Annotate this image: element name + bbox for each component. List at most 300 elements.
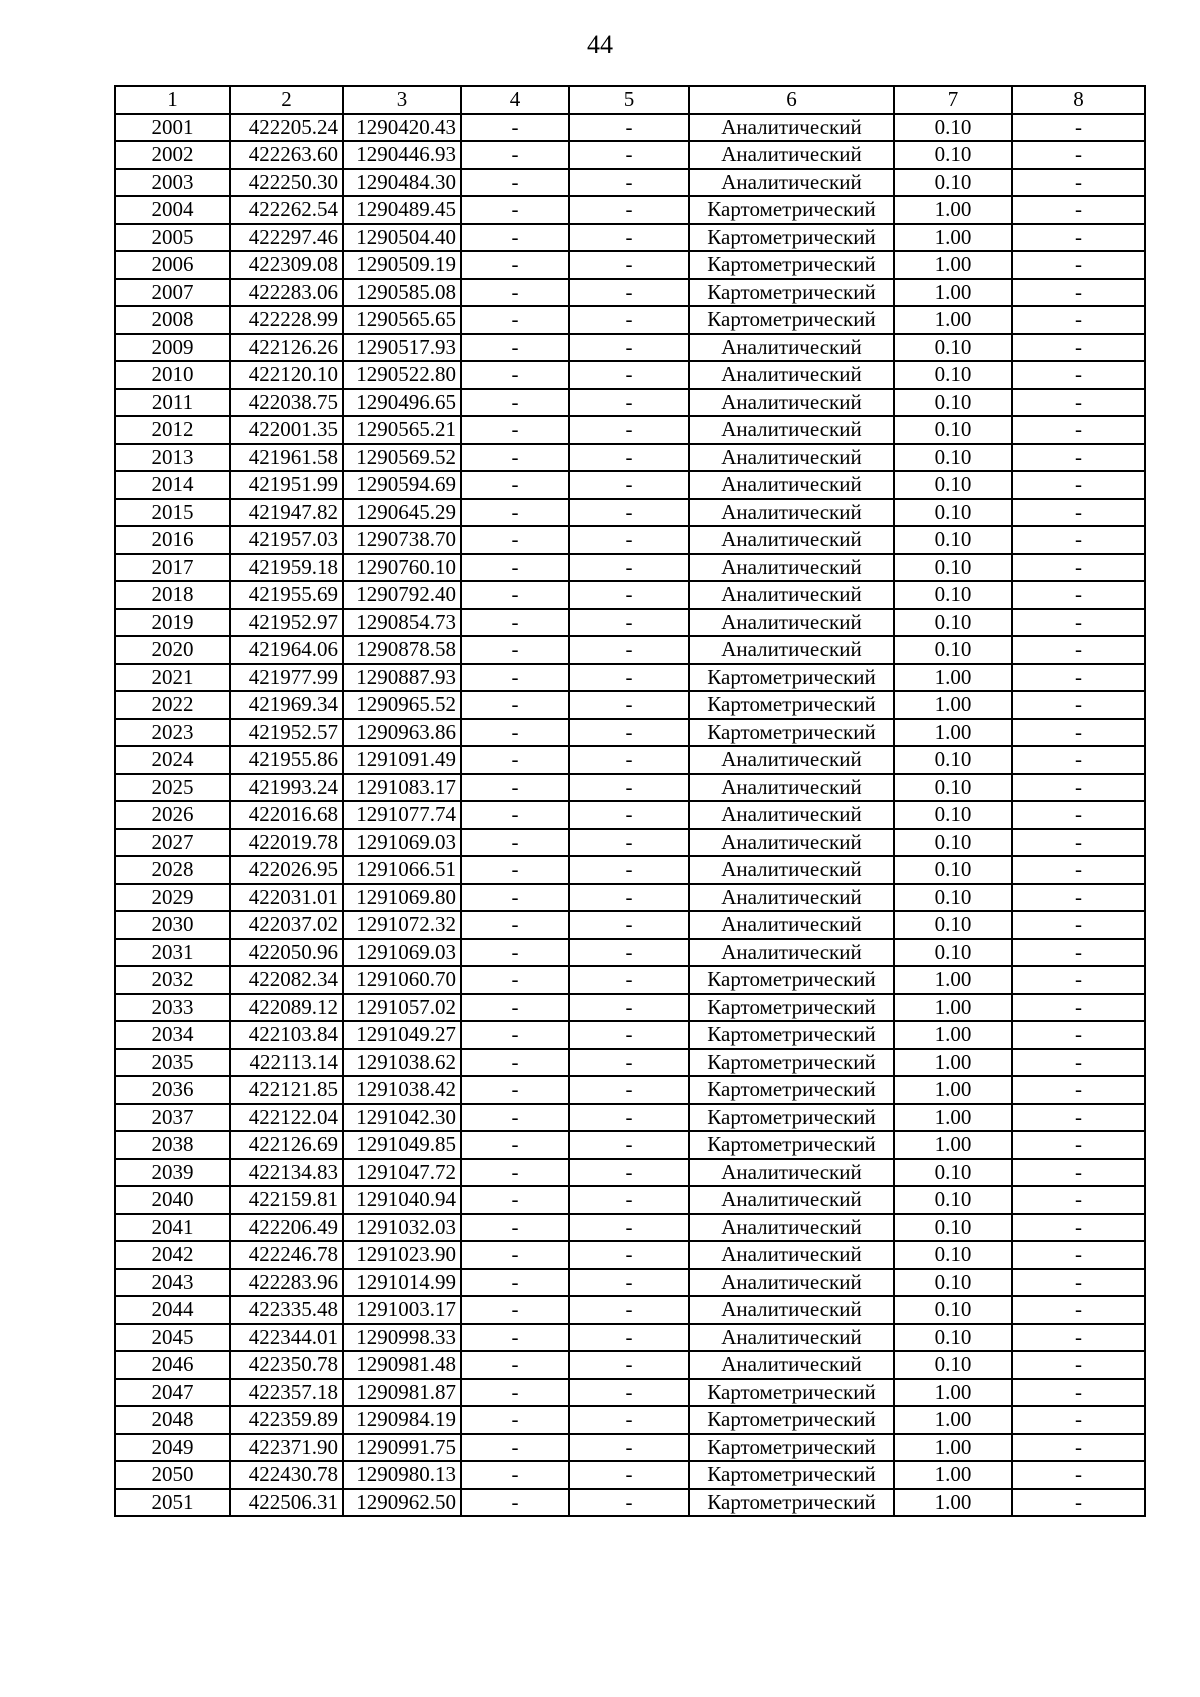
accuracy-cell: 0.10	[894, 581, 1012, 609]
column-5-cell: -	[569, 169, 689, 197]
column-4-cell: -	[461, 279, 569, 307]
y-coordinate-cell: 1291049.27	[343, 1021, 461, 1049]
point-number-cell: 2001	[115, 114, 230, 142]
column-8-cell: -	[1012, 471, 1145, 499]
table-row	[115, 416, 1145, 444]
column-8-cell: -	[1012, 719, 1145, 747]
method-cell: Картометрический	[689, 691, 894, 719]
column-5-cell: -	[569, 719, 689, 747]
column-8-cell: -	[1012, 774, 1145, 802]
table-row	[115, 389, 1145, 417]
column-5-cell: -	[569, 554, 689, 582]
column-8-cell: -	[1012, 526, 1145, 554]
column-4-cell: -	[461, 471, 569, 499]
column-5-cell: -	[569, 1241, 689, 1269]
accuracy-cell: 0.10	[894, 1241, 1012, 1269]
method-cell: Аналитический	[689, 499, 894, 527]
point-number-cell: 2008	[115, 306, 230, 334]
y-coordinate-cell: 1290594.69	[343, 471, 461, 499]
accuracy-cell: 1.00	[894, 1461, 1012, 1489]
table-row	[115, 1131, 1145, 1159]
method-cell: Картометрический	[689, 719, 894, 747]
accuracy-cell: 0.10	[894, 1296, 1012, 1324]
x-coordinate-cell: 421969.34	[230, 691, 343, 719]
point-number-cell: 2010	[115, 361, 230, 389]
point-number-cell: 2028	[115, 856, 230, 884]
accuracy-cell: 1.00	[894, 719, 1012, 747]
point-number-cell: 2021	[115, 664, 230, 692]
accuracy-cell: 0.10	[894, 884, 1012, 912]
point-number-cell: 2034	[115, 1021, 230, 1049]
x-coordinate-cell: 421947.82	[230, 499, 343, 527]
column-5-cell: -	[569, 279, 689, 307]
accuracy-cell: 1.00	[894, 691, 1012, 719]
accuracy-cell: 0.10	[894, 609, 1012, 637]
column-8-cell: -	[1012, 1186, 1145, 1214]
table-row	[115, 114, 1145, 142]
method-cell: Аналитический	[689, 554, 894, 582]
column-5-cell: -	[569, 334, 689, 362]
y-coordinate-cell: 1291069.03	[343, 829, 461, 857]
method-cell: Картометрический	[689, 306, 894, 334]
column-4-cell: -	[461, 1351, 569, 1379]
point-number-cell: 2012	[115, 416, 230, 444]
accuracy-cell: 1.00	[894, 966, 1012, 994]
y-coordinate-cell: 1290980.13	[343, 1461, 461, 1489]
y-coordinate-cell: 1290565.65	[343, 306, 461, 334]
column-4-cell: -	[461, 1214, 569, 1242]
point-number-cell: 2045	[115, 1324, 230, 1352]
method-cell: Картометрический	[689, 1076, 894, 1104]
x-coordinate-cell: 422206.49	[230, 1214, 343, 1242]
y-coordinate-cell: 1291040.94	[343, 1186, 461, 1214]
column-4-cell: -	[461, 911, 569, 939]
column-4-cell: -	[461, 1076, 569, 1104]
accuracy-cell: 0.10	[894, 1351, 1012, 1379]
column-4-cell: -	[461, 1379, 569, 1407]
column-header: 7	[894, 86, 1012, 114]
method-cell: Аналитический	[689, 609, 894, 637]
x-coordinate-cell: 421964.06	[230, 636, 343, 664]
accuracy-cell: 0.10	[894, 1324, 1012, 1352]
column-4-cell: -	[461, 416, 569, 444]
point-number-cell: 2033	[115, 994, 230, 1022]
x-coordinate-cell: 422309.08	[230, 251, 343, 279]
accuracy-cell: 1.00	[894, 1021, 1012, 1049]
table-row	[115, 499, 1145, 527]
column-4-cell: -	[461, 1324, 569, 1352]
method-cell: Аналитический	[689, 1214, 894, 1242]
column-8-cell: -	[1012, 1131, 1145, 1159]
table-row	[115, 1214, 1145, 1242]
accuracy-cell: 0.10	[894, 829, 1012, 857]
y-coordinate-cell: 1291066.51	[343, 856, 461, 884]
column-4-cell: -	[461, 994, 569, 1022]
column-4-cell: -	[461, 554, 569, 582]
column-5-cell: -	[569, 416, 689, 444]
x-coordinate-cell: 422016.68	[230, 801, 343, 829]
column-8-cell: -	[1012, 1241, 1145, 1269]
y-coordinate-cell: 1290585.08	[343, 279, 461, 307]
column-5-cell: -	[569, 1104, 689, 1132]
column-4-cell: -	[461, 306, 569, 334]
column-8-cell: -	[1012, 664, 1145, 692]
method-cell: Картометрический	[689, 1104, 894, 1132]
x-coordinate-cell: 422089.12	[230, 994, 343, 1022]
column-5-cell: -	[569, 196, 689, 224]
accuracy-cell: 0.10	[894, 334, 1012, 362]
column-5-cell: -	[569, 1214, 689, 1242]
accuracy-cell: 0.10	[894, 911, 1012, 939]
accuracy-cell: 1.00	[894, 306, 1012, 334]
method-cell: Аналитический	[689, 361, 894, 389]
accuracy-cell: 1.00	[894, 1406, 1012, 1434]
point-number-cell: 2026	[115, 801, 230, 829]
accuracy-cell: 1.00	[894, 279, 1012, 307]
column-5-cell: -	[569, 251, 689, 279]
x-coordinate-cell: 422001.35	[230, 416, 343, 444]
x-coordinate-cell: 422371.90	[230, 1434, 343, 1462]
x-coordinate-cell: 421952.97	[230, 609, 343, 637]
column-4-cell: -	[461, 719, 569, 747]
column-5-cell: -	[569, 1269, 689, 1297]
x-coordinate-cell: 421955.69	[230, 581, 343, 609]
point-number-cell: 2007	[115, 279, 230, 307]
method-cell: Аналитический	[689, 774, 894, 802]
point-number-cell: 2020	[115, 636, 230, 664]
x-coordinate-cell: 422205.24	[230, 114, 343, 142]
x-coordinate-cell: 422026.95	[230, 856, 343, 884]
x-coordinate-cell: 421951.99	[230, 471, 343, 499]
table-row	[115, 884, 1145, 912]
method-cell: Картометрический	[689, 1131, 894, 1159]
column-4-cell: -	[461, 1186, 569, 1214]
y-coordinate-cell: 1291047.72	[343, 1159, 461, 1187]
x-coordinate-cell: 422246.78	[230, 1241, 343, 1269]
method-cell: Аналитический	[689, 1296, 894, 1324]
table-row	[115, 1324, 1145, 1352]
column-8-cell: -	[1012, 1159, 1145, 1187]
x-coordinate-cell: 421977.99	[230, 664, 343, 692]
column-8-cell: -	[1012, 1021, 1145, 1049]
x-coordinate-cell: 421957.03	[230, 526, 343, 554]
point-number-cell: 2013	[115, 444, 230, 472]
table-row	[115, 1186, 1145, 1214]
y-coordinate-cell: 1291057.02	[343, 994, 461, 1022]
table-row	[115, 609, 1145, 637]
column-8-cell: -	[1012, 169, 1145, 197]
table-row	[115, 169, 1145, 197]
y-coordinate-cell: 1290991.75	[343, 1434, 461, 1462]
method-cell: Картометрический	[689, 664, 894, 692]
column-5-cell: -	[569, 1461, 689, 1489]
method-cell: Картометрический	[689, 1434, 894, 1462]
column-5-cell: -	[569, 1406, 689, 1434]
column-5-cell: -	[569, 664, 689, 692]
point-number-cell: 2009	[115, 334, 230, 362]
x-coordinate-cell: 422228.99	[230, 306, 343, 334]
x-coordinate-cell: 421959.18	[230, 554, 343, 582]
x-coordinate-cell: 422038.75	[230, 389, 343, 417]
x-coordinate-cell: 422335.48	[230, 1296, 343, 1324]
table-row	[115, 746, 1145, 774]
table-row	[115, 719, 1145, 747]
accuracy-cell: 1.00	[894, 224, 1012, 252]
y-coordinate-cell: 1290981.87	[343, 1379, 461, 1407]
column-5-cell: -	[569, 609, 689, 637]
table-row	[115, 1104, 1145, 1132]
column-5-cell: -	[569, 1049, 689, 1077]
column-5-cell: -	[569, 1159, 689, 1187]
point-number-cell: 2050	[115, 1461, 230, 1489]
method-cell: Аналитический	[689, 939, 894, 967]
table-row	[115, 1406, 1145, 1434]
accuracy-cell: 1.00	[894, 994, 1012, 1022]
column-8-cell: -	[1012, 829, 1145, 857]
column-5-cell: -	[569, 1324, 689, 1352]
column-4-cell: -	[461, 746, 569, 774]
table-row	[115, 774, 1145, 802]
method-cell: Аналитический	[689, 911, 894, 939]
column-header: 5	[569, 86, 689, 114]
table-row	[115, 224, 1145, 252]
point-number-cell: 2017	[115, 554, 230, 582]
method-cell: Аналитический	[689, 1324, 894, 1352]
column-4-cell: -	[461, 966, 569, 994]
y-coordinate-cell: 1290963.86	[343, 719, 461, 747]
column-5-cell: -	[569, 746, 689, 774]
column-5-cell: -	[569, 1434, 689, 1462]
table-row	[115, 801, 1145, 829]
accuracy-cell: 0.10	[894, 1159, 1012, 1187]
point-number-cell: 2005	[115, 224, 230, 252]
method-cell: Картометрический	[689, 994, 894, 1022]
accuracy-cell: 1.00	[894, 1131, 1012, 1159]
table-row	[115, 554, 1145, 582]
y-coordinate-cell: 1290854.73	[343, 609, 461, 637]
x-coordinate-cell: 421952.57	[230, 719, 343, 747]
method-cell: Аналитический	[689, 526, 894, 554]
column-8-cell: -	[1012, 224, 1145, 252]
point-number-cell: 2014	[115, 471, 230, 499]
x-coordinate-cell: 422297.46	[230, 224, 343, 252]
column-5-cell: -	[569, 1076, 689, 1104]
y-coordinate-cell: 1290998.33	[343, 1324, 461, 1352]
x-coordinate-cell: 422113.14	[230, 1049, 343, 1077]
column-4-cell: -	[461, 334, 569, 362]
column-5-cell: -	[569, 224, 689, 252]
column-8-cell: -	[1012, 306, 1145, 334]
table-row	[115, 1379, 1145, 1407]
accuracy-cell: 0.10	[894, 1214, 1012, 1242]
y-coordinate-cell: 1290760.10	[343, 554, 461, 582]
column-8-cell: -	[1012, 1434, 1145, 1462]
accuracy-cell: 0.10	[894, 774, 1012, 802]
table-row	[115, 664, 1145, 692]
page-number: 44	[587, 30, 613, 59]
accuracy-cell: 1.00	[894, 1076, 1012, 1104]
table-row	[115, 1159, 1145, 1187]
y-coordinate-cell: 1291077.74	[343, 801, 461, 829]
column-4-cell: -	[461, 691, 569, 719]
column-4-cell: -	[461, 856, 569, 884]
column-8-cell: -	[1012, 911, 1145, 939]
column-4-cell: -	[461, 636, 569, 664]
x-coordinate-cell: 422126.26	[230, 334, 343, 362]
y-coordinate-cell: 1290565.21	[343, 416, 461, 444]
x-coordinate-cell: 422037.02	[230, 911, 343, 939]
x-coordinate-cell: 422122.04	[230, 1104, 343, 1132]
x-coordinate-cell: 422050.96	[230, 939, 343, 967]
accuracy-cell: 0.10	[894, 471, 1012, 499]
accuracy-cell: 0.10	[894, 499, 1012, 527]
table-body	[115, 86, 1145, 1516]
point-number-cell: 2032	[115, 966, 230, 994]
method-cell: Картометрический	[689, 224, 894, 252]
column-4-cell: -	[461, 444, 569, 472]
point-number-cell: 2051	[115, 1489, 230, 1517]
accuracy-cell: 0.10	[894, 856, 1012, 884]
column-5-cell: -	[569, 856, 689, 884]
table-row	[115, 636, 1145, 664]
column-8-cell: -	[1012, 114, 1145, 142]
y-coordinate-cell: 1291023.90	[343, 1241, 461, 1269]
method-cell: Аналитический	[689, 1269, 894, 1297]
y-coordinate-cell: 1290965.52	[343, 691, 461, 719]
method-cell: Аналитический	[689, 801, 894, 829]
table-row	[115, 251, 1145, 279]
column-5-cell: -	[569, 141, 689, 169]
column-5-cell: -	[569, 361, 689, 389]
table-row	[115, 279, 1145, 307]
x-coordinate-cell: 422031.01	[230, 884, 343, 912]
method-cell: Аналитический	[689, 471, 894, 499]
y-coordinate-cell: 1290569.52	[343, 444, 461, 472]
column-8-cell: -	[1012, 1461, 1145, 1489]
accuracy-cell: 0.10	[894, 939, 1012, 967]
y-coordinate-cell: 1290981.48	[343, 1351, 461, 1379]
method-cell: Аналитический	[689, 141, 894, 169]
column-5-cell: -	[569, 444, 689, 472]
column-5-cell: -	[569, 774, 689, 802]
accuracy-cell: 1.00	[894, 196, 1012, 224]
column-8-cell: -	[1012, 279, 1145, 307]
column-4-cell: -	[461, 196, 569, 224]
column-4-cell: -	[461, 141, 569, 169]
column-4-cell: -	[461, 1461, 569, 1489]
column-4-cell: -	[461, 224, 569, 252]
accuracy-cell: 1.00	[894, 1379, 1012, 1407]
point-number-cell: 2006	[115, 251, 230, 279]
x-coordinate-cell: 422262.54	[230, 196, 343, 224]
x-coordinate-cell: 421955.86	[230, 746, 343, 774]
column-8-cell: -	[1012, 1489, 1145, 1517]
table-row	[115, 856, 1145, 884]
point-number-cell: 2024	[115, 746, 230, 774]
point-number-cell: 2037	[115, 1104, 230, 1132]
column-5-cell: -	[569, 884, 689, 912]
point-number-cell: 2025	[115, 774, 230, 802]
accuracy-cell: 0.10	[894, 636, 1012, 664]
column-8-cell: -	[1012, 994, 1145, 1022]
x-coordinate-cell: 422250.30	[230, 169, 343, 197]
y-coordinate-cell: 1290517.93	[343, 334, 461, 362]
y-coordinate-cell: 1290878.58	[343, 636, 461, 664]
column-8-cell: -	[1012, 251, 1145, 279]
point-number-cell: 2031	[115, 939, 230, 967]
table-row	[115, 966, 1145, 994]
column-8-cell: -	[1012, 1104, 1145, 1132]
point-number-cell: 2027	[115, 829, 230, 857]
table-row	[115, 1489, 1145, 1517]
column-8-cell: -	[1012, 1296, 1145, 1324]
column-4-cell: -	[461, 1159, 569, 1187]
table-row	[115, 994, 1145, 1022]
column-4-cell: -	[461, 251, 569, 279]
table-row	[115, 1351, 1145, 1379]
point-number-cell: 2043	[115, 1269, 230, 1297]
column-4-cell: -	[461, 1241, 569, 1269]
column-4-cell: -	[461, 361, 569, 389]
column-8-cell: -	[1012, 1324, 1145, 1352]
method-cell: Картометрический	[689, 251, 894, 279]
column-4-cell: -	[461, 1296, 569, 1324]
column-5-cell: -	[569, 114, 689, 142]
column-8-cell: -	[1012, 1214, 1145, 1242]
column-5-cell: -	[569, 1379, 689, 1407]
table-row	[115, 334, 1145, 362]
table-row	[115, 1269, 1145, 1297]
x-coordinate-cell: 421993.24	[230, 774, 343, 802]
column-4-cell: -	[461, 1131, 569, 1159]
accuracy-cell: 0.10	[894, 169, 1012, 197]
column-8-cell: -	[1012, 636, 1145, 664]
column-4-cell: -	[461, 774, 569, 802]
column-8-cell: -	[1012, 801, 1145, 829]
column-5-cell: -	[569, 966, 689, 994]
table-row	[115, 1049, 1145, 1077]
y-coordinate-cell: 1291038.42	[343, 1076, 461, 1104]
accuracy-cell: 0.10	[894, 416, 1012, 444]
y-coordinate-cell: 1290738.70	[343, 526, 461, 554]
table-row	[115, 691, 1145, 719]
point-number-cell: 2040	[115, 1186, 230, 1214]
column-8-cell: -	[1012, 1351, 1145, 1379]
y-coordinate-cell: 1291042.30	[343, 1104, 461, 1132]
column-8-cell: -	[1012, 1049, 1145, 1077]
column-8-cell: -	[1012, 141, 1145, 169]
x-coordinate-cell: 422430.78	[230, 1461, 343, 1489]
point-number-cell: 2002	[115, 141, 230, 169]
method-cell: Аналитический	[689, 169, 894, 197]
method-cell: Картометрический	[689, 279, 894, 307]
column-5-cell: -	[569, 1021, 689, 1049]
x-coordinate-cell: 422126.69	[230, 1131, 343, 1159]
column-4-cell: -	[461, 1489, 569, 1517]
accuracy-cell: 0.10	[894, 554, 1012, 582]
accuracy-cell: 1.00	[894, 251, 1012, 279]
method-cell: Картометрический	[689, 966, 894, 994]
point-number-cell: 2039	[115, 1159, 230, 1187]
point-number-cell: 2011	[115, 389, 230, 417]
column-5-cell: -	[569, 829, 689, 857]
x-coordinate-cell: 422350.78	[230, 1351, 343, 1379]
method-cell: Аналитический	[689, 1159, 894, 1187]
x-coordinate-cell: 422159.81	[230, 1186, 343, 1214]
method-cell: Аналитический	[689, 856, 894, 884]
column-5-cell: -	[569, 939, 689, 967]
column-8-cell: -	[1012, 966, 1145, 994]
